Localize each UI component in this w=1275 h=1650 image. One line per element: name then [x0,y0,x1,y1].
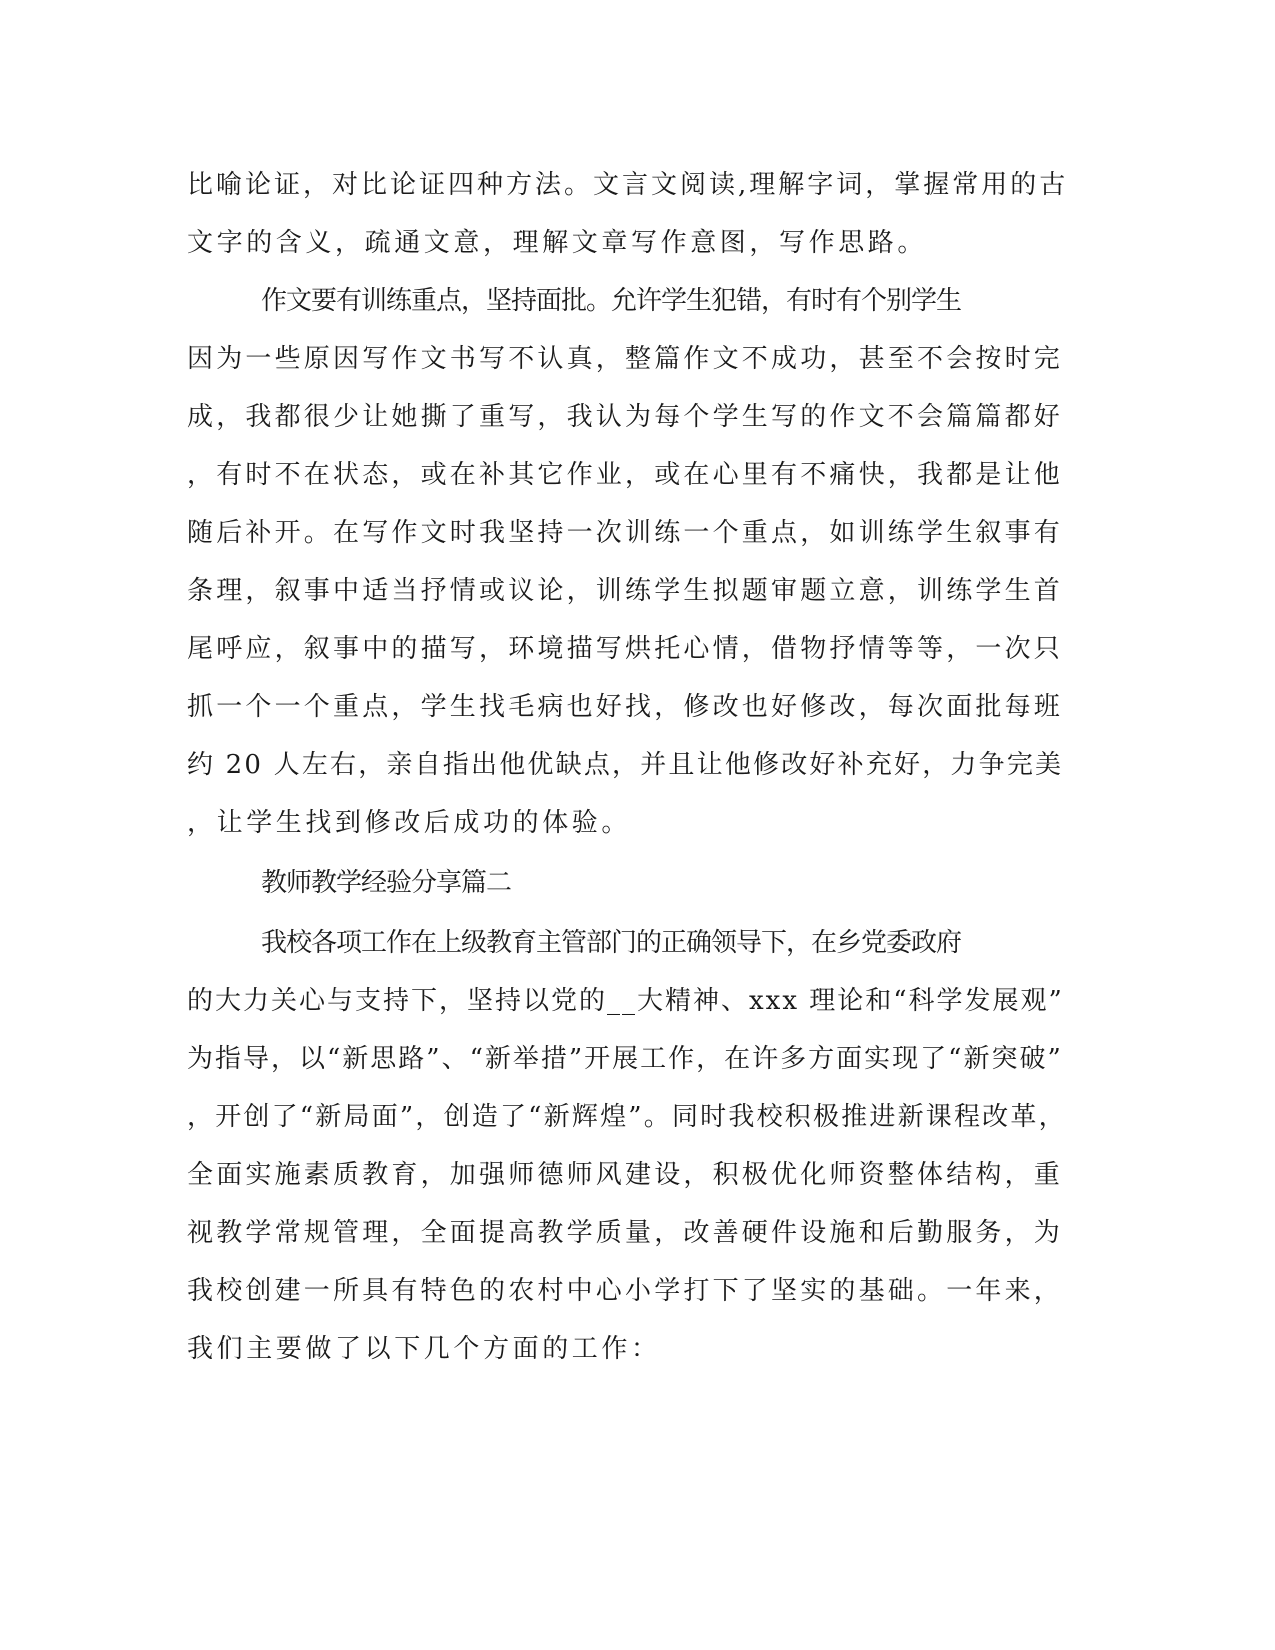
paragraph-start-line: 作文要有训练重点，坚持面批。允许学生犯错，有时有个别学生 [261,286,962,316]
text-line: 为指导，以“新思路”、“新举措”开展工作，在许多方面实现了“新突破” [187,1044,1063,1074]
text-line: 比喻论证，对比论证四种方法。文言文阅读,理解字词，掌握常用的古 [187,170,1069,200]
text-line: 尾呼应，叙事中的描写，环境描写烘托心情，借物抒情等等，一次只 [187,634,1064,664]
text-line: 我校创建一所具有特色的农村中心小学打下了坚实的基础。一年来， [187,1276,1064,1306]
section-heading: 教师教学经验分享篇二 [261,868,512,898]
text-line: 约 20 人左右，亲自指出他优缺点，并且让他修改好补充好，力争完美 [187,750,1064,780]
text-line: 的大力关心与支持下，坚持以党的__大精神、xxx 理论和“科学发展观” [187,986,1064,1016]
text-line: 抓一个一个重点，学生找毛病也好找，修改也好修改，每次面批每班 [187,692,1064,722]
text-line: 成，我都很少让她撕了重写，我认为每个学生写的作文不会篇篇都好 [187,402,1064,432]
text-line: 条理，叙事中适当抒情或议论，训练学生拟题审题立意，训练学生首 [187,576,1064,606]
text-line: 因为一些原因写作文书写不认真，整篇作文不成功，甚至不会按时完 [187,344,1064,374]
text-line: 视教学常规管理，全面提高教学质量，改善硬件设施和后勤服务，为 [187,1218,1064,1248]
text-line: ，有时不在状态，或在补其它作业，或在心里有不痛快，我都是让他 [187,460,1064,490]
text-line: 文字的含义，疏通文意，理解文章写作意图，写作思路。 [187,228,928,258]
text-line: 随后补开。在写作文时我坚持一次训练一个重点，如训练学生叙事有 [187,518,1064,548]
paragraph-start-line: 我校各项工作在上级教育主管部门的正确领导下，在乡党委政府 [261,928,962,958]
text-line: 我们主要做了以下几个方面的工作： [187,1334,661,1364]
text-line: ，开创了“新局面”，创造了“新辉煌”。同时我校积极推进新课程改革， [187,1102,1067,1132]
text-line: ，让学生找到修改后成功的体验。 [187,808,632,838]
text-line: 全面实施素质教育，加强师德师风建设，积极优化师资整体结构，重 [187,1160,1064,1190]
